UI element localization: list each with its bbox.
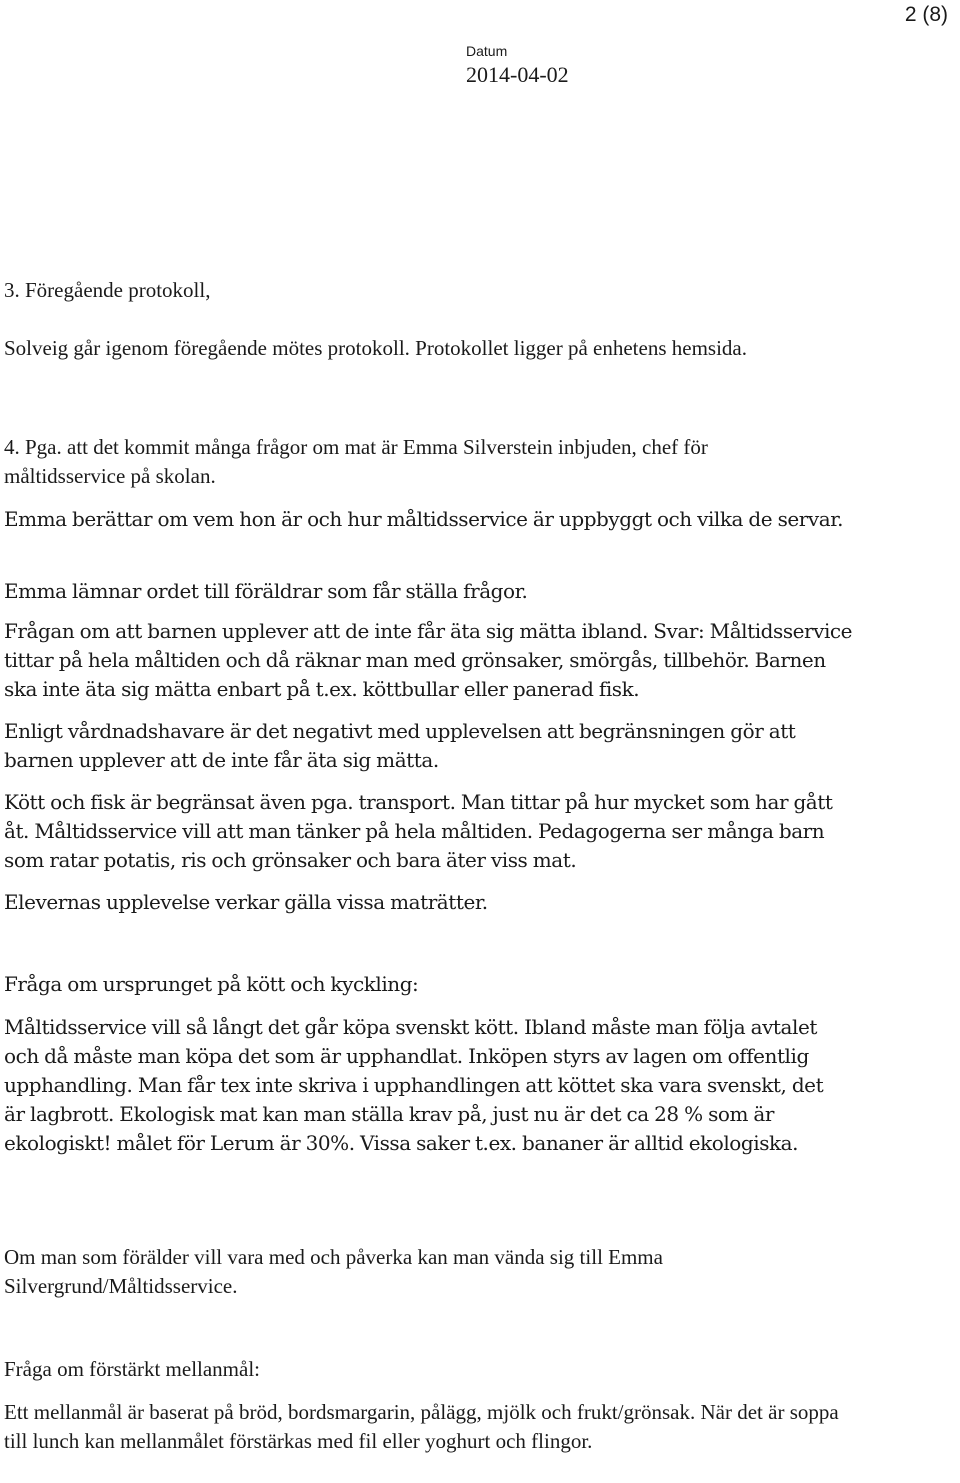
paragraph-parents-questions: Emma lämnar ordet till föräldrar som får ställa frågor. — [4, 579, 528, 603]
paragraph-guardians-opinion: Enligt vårdnadshavare är det negativt med upplevelsen att begränsningen gör att barnen upplever att de inte får äta sig mätta. — [4, 719, 796, 772]
paragraph-question-full: Frågan om att barnen upplever att de inte får äta sig mätta ibland. Svar: Måltidsservice tittar på hela måltiden och då räknar man med grönsaker, smörgås, tillbehör. Barnen ska inte äta sig mätta enbart på t.ex. köttbullar eller panerad fisk. — [4, 619, 853, 701]
date-value: 2014-04-02 — [466, 62, 569, 87]
paragraph-meat-origin: Måltidsservice vill så långt det går köpa svenskt kött. Ibland måste man följa avtalet och då måste man köpa det som är upphandlat. Inköpen styrs av lagen om offentlig upphandling. Man får tex inte skriva i upphandlingen att köttet ska vara svenskt, det är lagbrott. Ekologisk mat kan man ställa krav på, just nu är det ca 28 % som är ekologiskt! målet för Lerum är 30%. Vissa saker t.ex. bananer är alltid ekologiska. — [4, 1015, 824, 1155]
paragraph-students-experience: Elevernas upplevelse verkar gälla vissa maträtter. — [4, 890, 488, 914]
paragraph-parent-influence: Om man som förälder vill vara med och påverka kan man vända sig till Emma Silvergrund/Måltidsservice. — [4, 1245, 663, 1298]
section-heading: 3. Föregående protokoll, — [4, 278, 211, 302]
date-block — [466, 43, 569, 88]
paragraph-snack: Ett mellanmål är baserat på bröd, bordsmargarin, pålägg, mjölk och frukt/grönsak. När det är soppa till lunch kan mellanmålet förstärkas med fil eller yoghurt och flingor. — [4, 1400, 839, 1453]
page-number: 2 (8) — [904, 3, 948, 26]
paragraph-emma-invited: 4. Pga. att det kommit många frågor om mat är Emma Silverstein inbjuden, chef för måltidsservice på skolan. — [4, 435, 708, 488]
paragraph-meat-fish: Kött och fisk är begränsat även pga. transport. Man tittar på hur mycket som har gått åt. Måltidsservice vill att man tänker på hela måltiden. Pedagogerna ser många barn som ratar potatis, ris och grönsaker och bara äter viss mat. — [4, 790, 833, 872]
paragraph-emma-intro: Emma berättar om vem hon är och hur måltidsservice är uppbyggt och vilka de servar. — [4, 507, 844, 531]
heading-snack: Fråga om förstärkt mellanmål: — [4, 1357, 261, 1381]
paragraph-previous-protocol: Solveig går igenom föregående mötes protokoll. Protokollet ligger på enhetens hemsida. — [4, 336, 747, 360]
heading-meat-origin: Fråga om ursprunget på kött och kyckling: — [4, 972, 419, 996]
date-label: Datum — [466, 43, 508, 59]
